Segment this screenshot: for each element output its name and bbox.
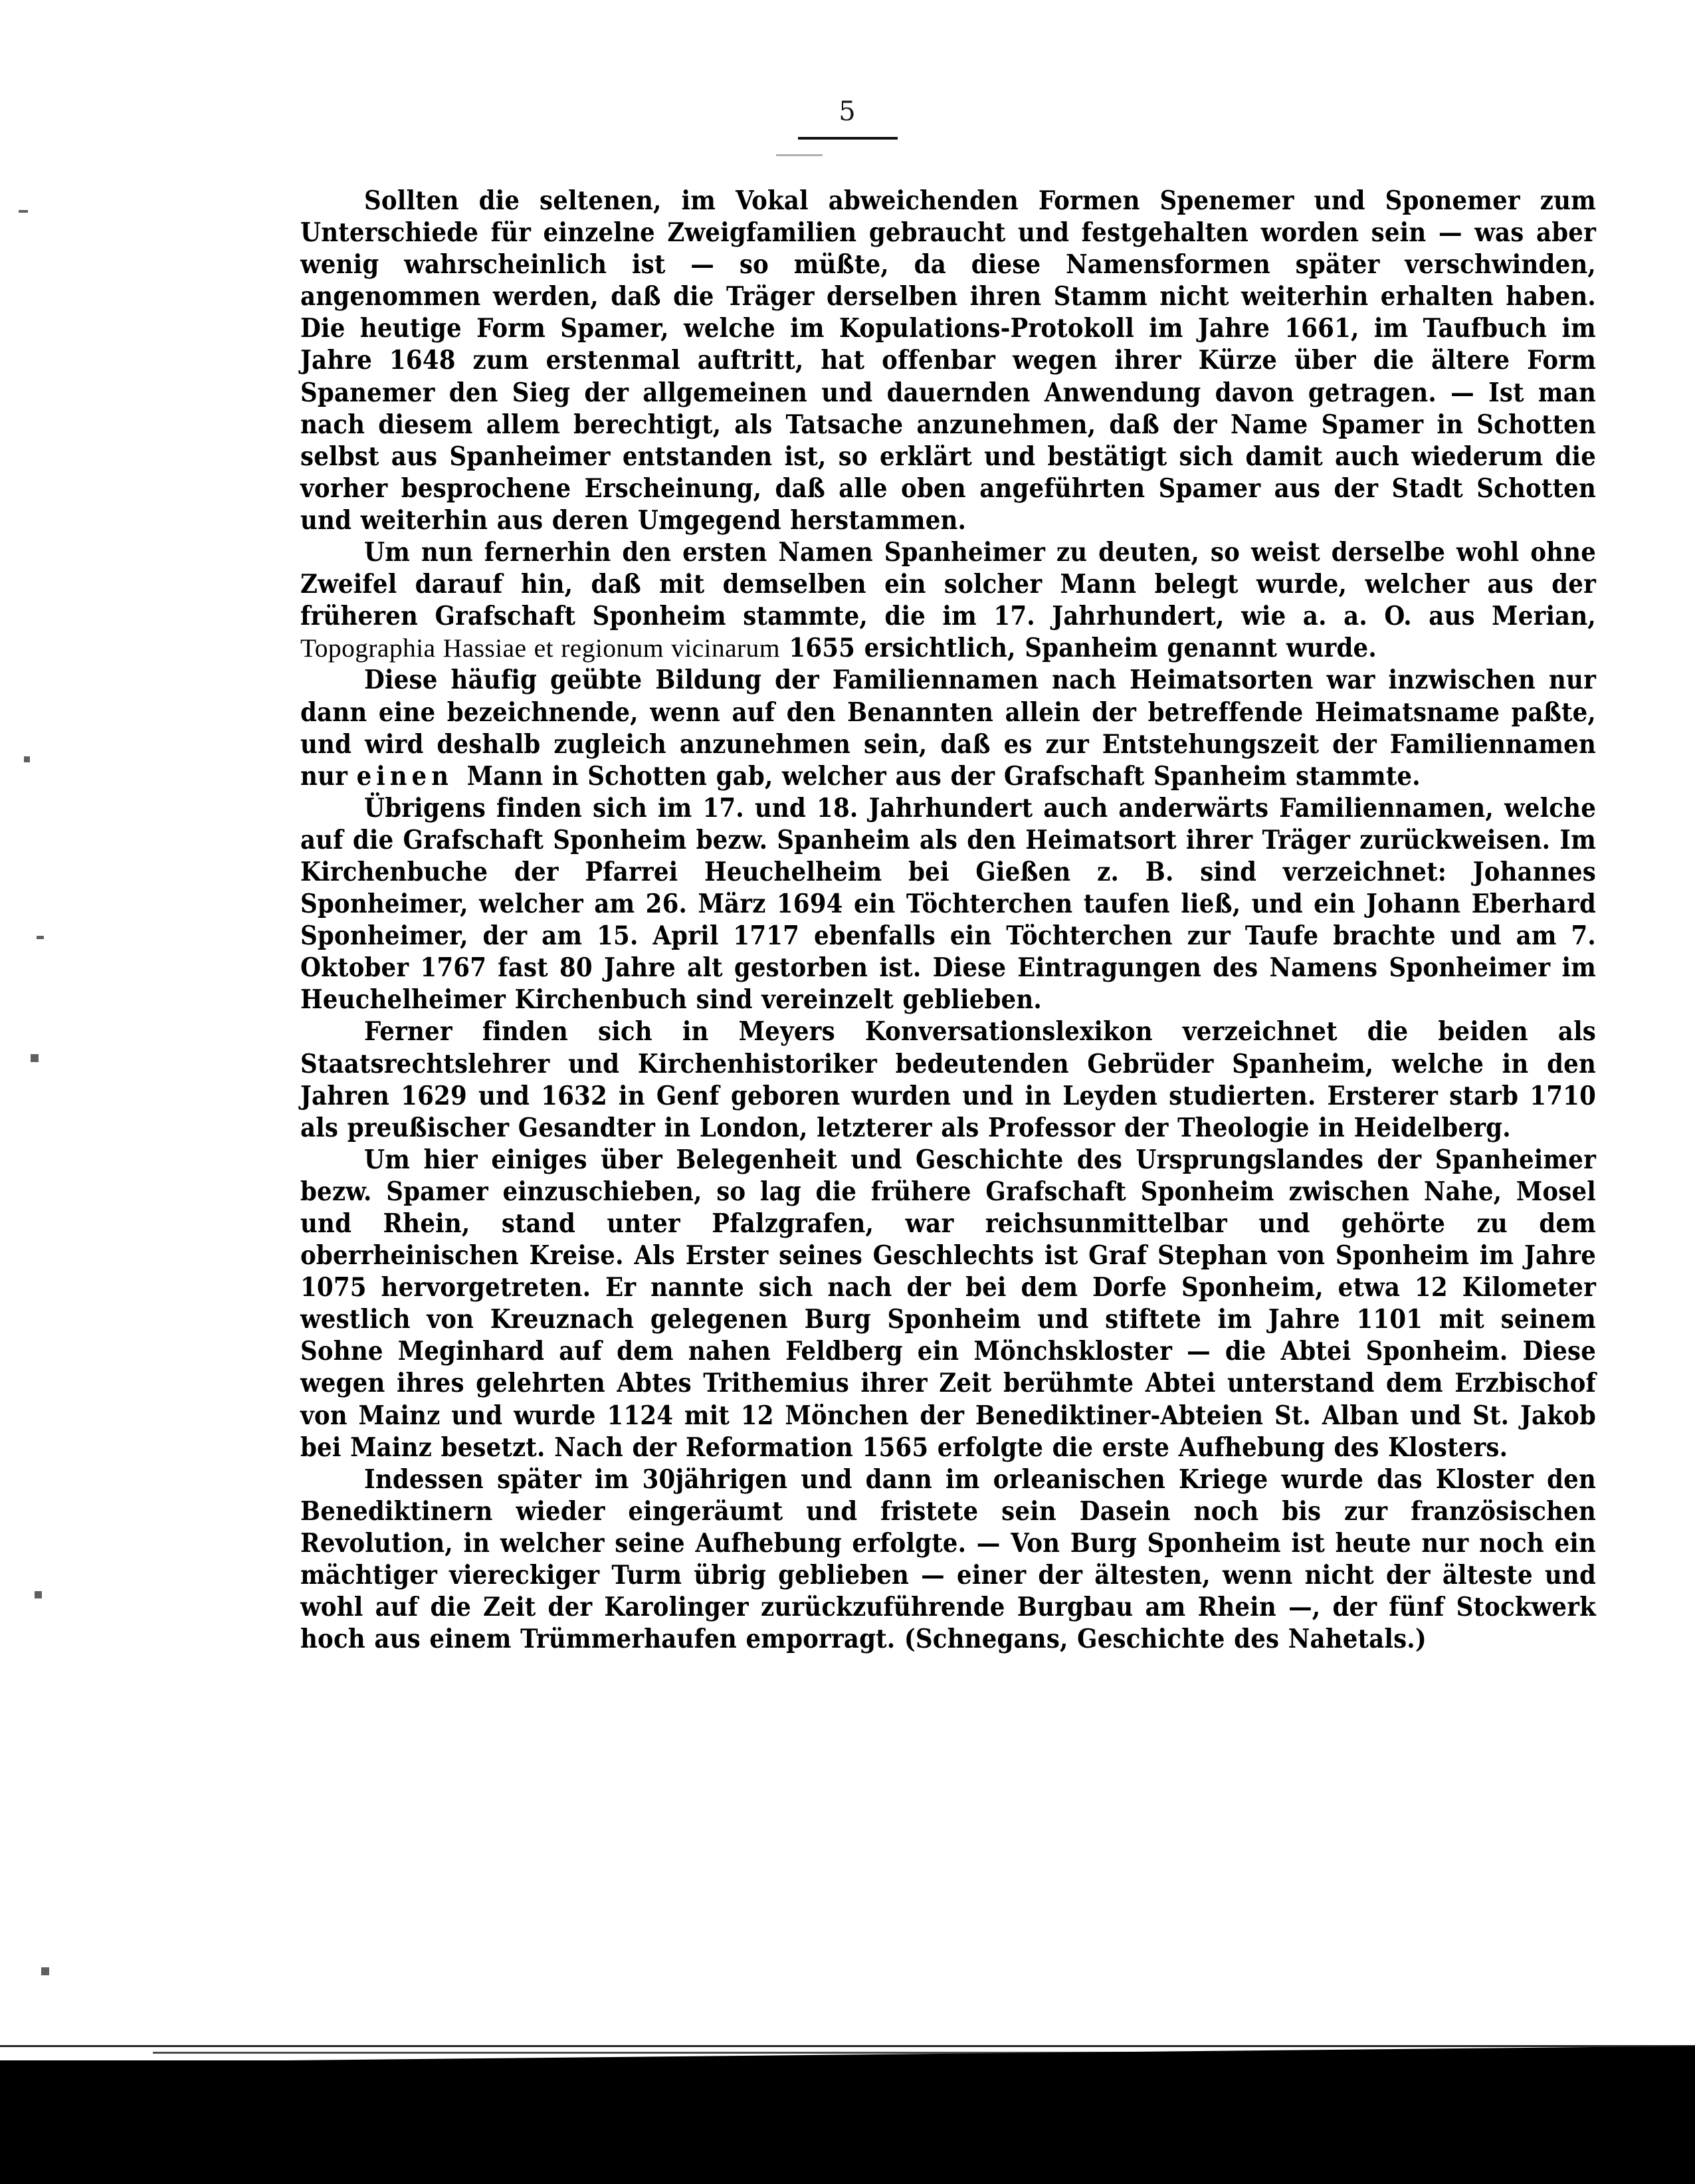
text-column [300, 185, 1596, 1655]
paragraph-2-tail: 1655 ersichtlich, Spanheim genannt wurde. [779, 633, 1377, 664]
scan-speck [31, 1054, 39, 1062]
paragraph-5 [300, 1016, 1596, 1143]
scan-speck [19, 210, 28, 213]
paragraph-6-text: Um hier einiges über Belegenheit und Geschichte des Ursprungslandes der Spanheimer bezw. Spamer einzuschieben, so lag die frühere Grafschaft Sponheim zwischen Nahe, Mosel und Rhein, stand unter Pfalzgrafen, war reichsunmittelbar und gehörte zu dem oberrheinischen Kreise. Als Erster seines Geschlechts ist Graf Stephan von Sponheim im Jahre 1075 hervorgetreten. Er nannte sich nach der bei dem Dorfe Sponheim, etwa 12 Kilometer westlich von Kreuznach gelegenen Burg Sponheim und stiftete im Jahre 1101 mit seinem Sohne Meginhard auf dem nahen Feldberg ein Mönchskloster — die Abtei Sponheim. Diese wegen ihres gelehrten Abtes Trithemius ihrer Zeit berühmte Abtei unterstand dem Erzbischof von Mainz und wurde 1124 mit 12 Mönchen der Benediktiner-Abteien St. Alban und St. Jakob bei Mainz besetzt. Nach der Reformation 1565 erfolgte die erste Aufhebung des Klosters. [300, 1144, 1596, 1463]
scan-bottom-bar-tilt [0, 2043, 1695, 2060]
header-rule-faint [776, 154, 823, 156]
paragraph-2-lead: Um nun fernerhin den ersten Namen Spanheimer zu deuten, so weist derselbe wohl ohne Zweifel darauf hin, daß mit demselben ein solcher Mann belegt wurde, welcher aus der früheren Grafschaft Sponheim stammte, die im 17. Jahrhundert, wie a. a. O. aus Merian, [300, 537, 1596, 632]
scan-bottom-bar [0, 2060, 1695, 2184]
paragraph-3-post: Mann in Schotten gab, welcher aus der Grafschaft Spanheim stammte. [458, 760, 1421, 792]
header-rule [798, 137, 898, 140]
scan-speck [41, 1967, 49, 1975]
paragraph-1 [300, 185, 1596, 536]
page-header [0, 98, 1695, 140]
paragraph-7 [300, 1464, 1596, 1656]
paragraph-2 [300, 536, 1596, 664]
paragraph-4-text: Übrigens finden sich im 17. und 18. Jahrhundert auch anderwärts Familiennamen, welche auf die Grafschaft Sponheim bezw. Spanheim als den Heimatsort ihrer Träger zurückweisen. Im Kirchenbuche der Pfarrei Heuchelheim bei Gießen z. B. sind verzeichnet: Johannes Sponheimer, welcher am 26. März 1694 ein Töchterchen taufen ließ, und ein Johann Eberhard Sponheimer, der am 15. April 1717 ebenfalls ein Töchterchen zur Taufe brachte und am 7. Oktober 1767 fast 80 Jahre alt gestorben ist. Diese Eintragungen des Namens Sponheimer im Heuchelheimer Kirchenbuch sind vereinzelt geblieben. [300, 792, 1596, 1016]
paragraph-6 [300, 1144, 1596, 1464]
paragraph-2-antiqua-title: Topographia Hassiae et regionum vicinarum [300, 633, 780, 663]
scan-speck [37, 936, 44, 939]
paragraph-1-text: Sollten die seltenen, im Vokal abweichenden Formen Spenemer und Sponemer zum Unterschiede für einzelne Zweigfamilien gebraucht und festgehalten worden sein — was aber wenig wahrscheinlich ist — so müßte, da diese Namensformen später verschwinden, angenommen werden, daß die Träger derselben ihren Stamm nicht weiterhin erhalten haben. Die heutige Form Spamer, welche im Kopulations-Protokoll im Jahre 1661, im Taufbuch im Jahre 1648 zum erstenmal auftritt, hat offenbar wegen ihrer Kürze über die ältere Form Spanemer den Sieg der allgemeinen und dauernden Anwendung davon getragen. — Ist man nach diesem allem berechtigt, als Tatsache anzunehmen, daß der Name Spamer in Schotten selbst aus Spanheimer entstanden ist, so erklärt und bestätigt sich damit auch wiederum die vorher besprochene Erscheinung, daß alle oben angeführten Spamer aus der Stadt Schotten und weiterhin aus deren Umgegend herstammen. [300, 185, 1596, 536]
paragraph-3-emphasis: einen [356, 760, 453, 792]
paragraph-7-text: Indessen später im 30jährigen und dann im orleanischen Kriege wurde das Kloster den Benediktinern wieder eingeräumt und fristete sein Dasein noch bis zur französischen Revolution, in welcher seine Aufhebung erfolgte. — Von Burg Sponheim ist heute nur noch ein mächtiger viereckiger Turm übrig geblieben — einer der ältesten, wenn nicht der älteste und wohl auf die Zeit der Karolinger zurückzuführende Burgbau am Rhein —, der fünf Stockwerk hoch aus einem Trümmerhaufen emporragt. (Schnegans, Geschichte des Nahetals.) [300, 1464, 1596, 1655]
paragraph-3 [300, 664, 1596, 792]
paragraph-4 [300, 792, 1596, 1016]
scan-speck [35, 1591, 42, 1598]
scan-speck [24, 756, 30, 762]
paragraph-5-text: Ferner finden sich in Meyers Konversationslexikon verzeichnet die beiden als Staatsrechtslehrer und Kirchenhistoriker bedeutenden Gebrüder Spanheim, welche in den Jahren 1629 und 1632 in Genf geboren wurden und in Leyden studierten. Ersterer starb 1710 als preußischer Gesandter in London, letzterer als Professor der Theologie in Heidelberg. [300, 1016, 1596, 1143]
page-number: 5 [839, 96, 856, 127]
paragraph-3-pre: Diese häufig geübte Bildung der Familiennamen nach Heimatsorten war inzwischen nur dann eine bezeichnende, wenn auf den Benannten allein der betreffende Heimatsname paßte, und wird deshalb zugleich anzunehmen sein, daß es zur Entstehungszeit der Familiennamen nur [300, 665, 1596, 792]
